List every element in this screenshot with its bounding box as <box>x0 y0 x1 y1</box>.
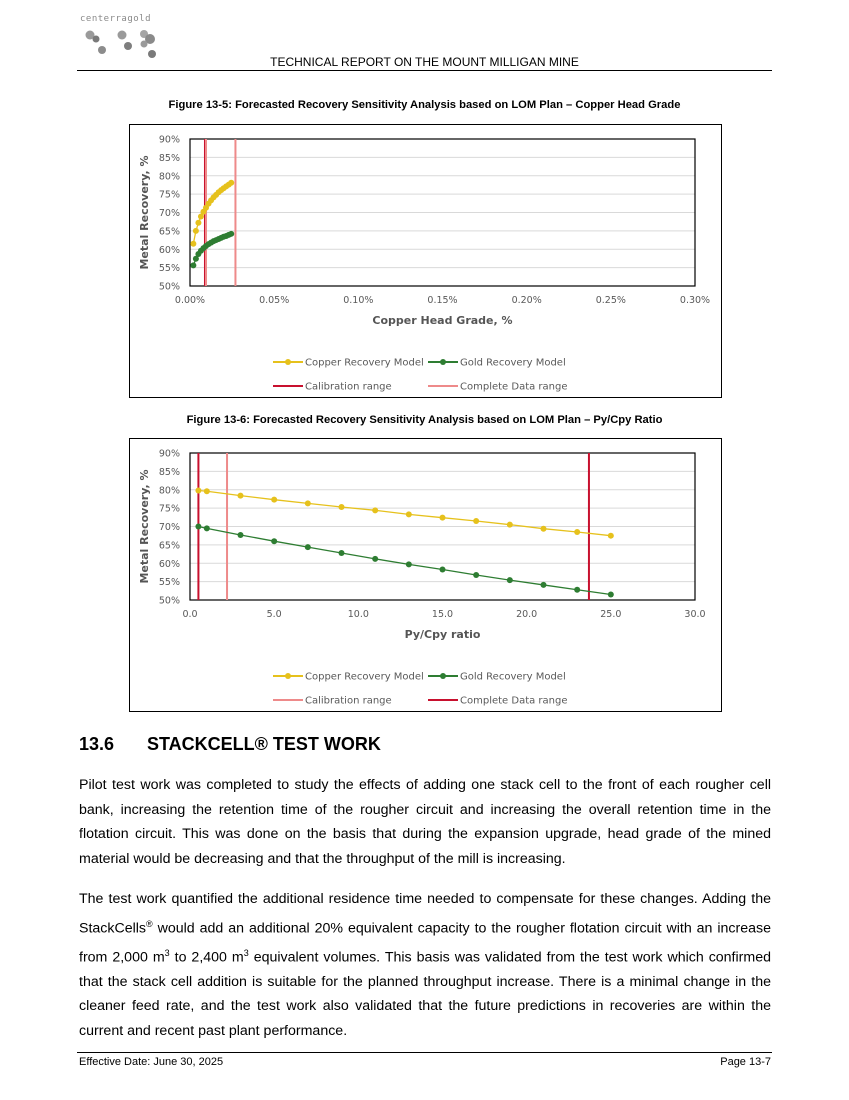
section-title: STACKCELL® TEST WORK <box>147 734 381 754</box>
data-point <box>195 524 201 530</box>
superscript: 3 <box>243 947 249 958</box>
y-tick-label: 75% <box>158 189 180 201</box>
series-line <box>198 527 610 595</box>
data-point <box>190 262 196 268</box>
superscript: 3 <box>164 947 170 958</box>
x-tick-label: 30.0 <box>684 609 706 620</box>
paragraph: Pilot test work was completed to study the effects of adding one stack cell to the front of each rougher cell bank, increasing the retention time of the rougher circuit and increasing the overall retention time in the flotation circuit. This was done on the basis that during the expansion upgrade, head grade of the mined material would be decreasing and that the throughput of the mill is increasing. <box>79 777 771 867</box>
legend-marker <box>285 359 291 365</box>
y-tick-label: 65% <box>158 226 180 238</box>
y-tick-label: 55% <box>158 577 180 589</box>
y-tick-label: 80% <box>158 171 180 183</box>
data-point <box>406 561 412 567</box>
y-tick-label: 75% <box>158 503 180 515</box>
paragraph-text: would add an additional 20% equivalent capacity to the rougher flotation circuit with an increase from 2,000 m <box>79 920 771 966</box>
data-point <box>473 518 479 524</box>
paragraph <box>79 887 771 1043</box>
y-axis-title: Metal Recovery, % <box>138 155 151 270</box>
y-tick-label: 50% <box>158 595 180 607</box>
y-tick-label: 85% <box>158 466 180 478</box>
data-point <box>238 532 244 538</box>
x-tick-label: 10.0 <box>347 609 369 620</box>
data-point <box>440 515 446 521</box>
section-number: 13.6 <box>79 734 115 754</box>
x-tick-label: 5.0 <box>266 609 282 620</box>
logo-text: centerragold <box>80 14 152 24</box>
data-point <box>195 220 201 226</box>
x-axis-title: Copper Head Grade, % <box>372 314 513 327</box>
data-point <box>473 572 479 578</box>
legend-label: Gold Recovery Model <box>460 357 566 369</box>
data-point <box>195 487 201 493</box>
chart-copper-head-grade <box>129 124 722 398</box>
chart-svg <box>130 439 721 711</box>
paragraph-text: The test work quantified the additional residence time needed to compensate for these changes. Adding the StackCells <box>79 891 771 937</box>
x-tick-label: 0.05% <box>259 295 290 306</box>
y-tick-label: 65% <box>158 540 180 552</box>
y-tick-label: 55% <box>158 263 180 275</box>
data-point <box>608 533 614 539</box>
series-line <box>198 490 610 535</box>
data-point <box>228 180 234 186</box>
data-point <box>507 522 513 528</box>
data-point <box>339 504 345 510</box>
x-tick-label: 0.10% <box>343 295 374 306</box>
x-tick-label: 0.0 <box>182 609 198 620</box>
report-title: TECHNICAL REPORT ON THE MOUNT MILLIGAN MINE <box>270 55 579 69</box>
data-point <box>193 228 199 234</box>
data-point <box>507 577 513 583</box>
data-point <box>238 493 244 499</box>
data-point <box>541 526 547 532</box>
x-tick-label: 0.15% <box>427 295 458 306</box>
y-tick-label: 60% <box>158 244 180 256</box>
chart-pycpy-ratio <box>129 438 722 712</box>
data-point <box>271 538 277 544</box>
x-tick-label: 15.0 <box>431 609 454 620</box>
data-point <box>372 556 378 562</box>
x-tick-label: 0.00% <box>174 295 206 306</box>
x-tick-label: 25.0 <box>600 609 622 620</box>
x-tick-label: 20.0 <box>516 609 538 620</box>
y-tick-label: 90% <box>158 134 180 146</box>
registered-mark: ® <box>146 918 153 929</box>
paragraph-text: to 2,400 m <box>169 949 244 966</box>
y-axis-title: Metal Recovery, % <box>138 469 151 584</box>
data-point <box>305 544 311 550</box>
header-divider <box>77 70 772 71</box>
page-number: Page 13-7 <box>720 1056 771 1068</box>
data-point <box>305 500 311 506</box>
y-tick-label: 60% <box>158 558 180 570</box>
data-point <box>574 587 580 593</box>
legend-label: Calibration range <box>305 695 392 707</box>
x-axis-title: Py/Cpy ratio <box>404 628 481 641</box>
legend-marker <box>440 673 446 679</box>
data-point <box>190 241 196 247</box>
x-tick-label: 0.30% <box>679 295 711 306</box>
y-tick-label: 50% <box>158 281 180 293</box>
data-point <box>406 511 412 517</box>
x-tick-label: 0.20% <box>511 295 542 306</box>
legend-label: Gold Recovery Model <box>460 671 566 683</box>
y-tick-label: 70% <box>158 522 180 533</box>
data-point <box>541 582 547 588</box>
y-tick-label: 80% <box>158 485 180 497</box>
y-tick-label: 85% <box>158 152 180 164</box>
data-point <box>574 529 580 535</box>
y-tick-label: 90% <box>158 448 180 460</box>
section-heading <box>79 734 381 755</box>
data-point <box>271 497 277 503</box>
data-point <box>204 488 210 494</box>
chart-svg <box>130 125 721 397</box>
data-point <box>608 591 614 597</box>
legend-label: Calibration range <box>305 381 392 393</box>
data-point <box>339 550 345 556</box>
data-point <box>204 525 210 531</box>
data-point <box>440 566 446 572</box>
legend-label: Complete Data range <box>460 695 568 707</box>
effective-date: Effective Date: June 30, 2025 <box>79 1056 224 1068</box>
legend-marker <box>285 673 291 679</box>
data-point <box>372 507 378 513</box>
x-tick-label: 0.25% <box>595 295 626 306</box>
y-tick-label: 70% <box>158 208 180 219</box>
legend-marker <box>440 359 446 365</box>
data-point <box>228 231 234 237</box>
paragraph-text: equivalent volumes. This basis was validated from the test work which confirmed that the stack cell addition is suitable for the planned throughput increase. There is a minimal change in the cleaner feed rate, and the test work also validated that the future predictions in recoveries are within the current and recent past plant performance. <box>79 949 771 1039</box>
legend-label: Copper Recovery Model <box>305 671 424 683</box>
legend-label: Complete Data range <box>460 381 568 393</box>
figure-caption: Figure 13-6: Forecasted Recovery Sensitivity Analysis based on LOM Plan – Py/Cpy Ratio <box>186 414 663 426</box>
legend-label: Copper Recovery Model <box>305 357 424 369</box>
footer-divider <box>77 1052 772 1053</box>
figure-caption: Figure 13-5: Forecasted Recovery Sensitivity Analysis based on LOM Plan – Copper Head Grade <box>168 99 681 111</box>
